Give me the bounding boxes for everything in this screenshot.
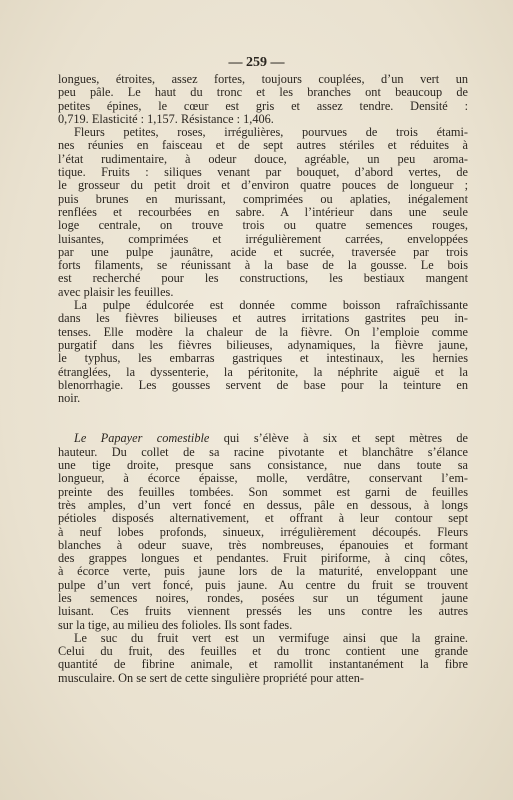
section-gap	[58, 405, 468, 432]
body-text	[58, 73, 468, 685]
text-line: le grosseur du petit droit et d’environ quatre pouces de longueur ;	[58, 179, 468, 193]
text-line: dans les fièvres bilieuses et autres irritations gastrites peu in-	[58, 312, 468, 326]
text-line	[58, 432, 468, 445]
text-line: purgatif dans les fièvres bilieuses, adynamiques, la fièvre jaune,	[58, 338, 468, 352]
paragraph	[58, 126, 468, 299]
text-line: par une pulpe jaunâtre, acide et sucrée, traversée par trois	[58, 245, 468, 259]
text-line: des grappes longues et pendantes. Fruit piriforme, à cinq côtes,	[58, 552, 468, 566]
text-line: tenses. Elle modère la chaleur de la fièvre. On l’emploie comme	[58, 325, 468, 339]
text-line: noir.	[58, 392, 81, 406]
text-line: blanches à odeur suave, très nombreuses, épanouies et formant	[58, 538, 468, 552]
text-line: petites épines, le cœur est gris et assez tendre. Densité :	[58, 99, 468, 113]
text-line: Celui du fruit, des feuilles et du tronc contient une grande	[58, 645, 468, 659]
paragraph	[58, 73, 468, 126]
text-line: La pulpe édulcorée est donnée comme boisson rafraîchissante	[74, 299, 468, 313]
species-name: Le Papayer comestible	[74, 432, 210, 446]
text-line: hauteur. Du collet de sa racine pivotante et blanchâtre s’élance	[58, 445, 468, 459]
text-line: quantité de fibrine animale, et ramollit instantanément la fibre	[58, 658, 468, 672]
text-line: étranglées, la dyssenterie, la péritonite, la néphrite aiguë et la	[58, 365, 468, 379]
text-line: luisantes, comprimées et irrégulièrement carrées, enveloppées	[58, 232, 468, 246]
text-line: tique. Fruits : siliques venant par bouquet, d’abord vertes, de	[58, 166, 468, 180]
text-line: pétioles disposés alternativement, et offrant à leur contour sept	[58, 512, 468, 526]
text-line: loge centrale, on trouve trois ou quatre semences rouges,	[58, 219, 468, 233]
text-line-rest: qui s’élève à six et sept mètres de	[209, 432, 468, 446]
text-line: longueur, à écorce épaisse, molle, verdâtre, conservant l’em-	[58, 472, 468, 486]
text-line: forts filaments, se réunissant à la base de la gousse. Le bois	[58, 259, 468, 273]
text-line: à neuf lobes profonds, sinueux, irrégulièrement découpés. Fleurs	[58, 525, 468, 539]
text-line: avec plaisir les feuilles.	[58, 285, 174, 299]
text-line: Le suc du fruit vert est un vermifuge ainsi que la graine.	[74, 631, 468, 645]
text-line: longues, étroites, assez fortes, toujours couplées, d’un vert un	[58, 73, 468, 86]
paragraph	[58, 432, 468, 631]
text-line: nes réunies en faisceau et de sept autres stériles et réduites à	[58, 139, 468, 153]
text-line: à écorce verte, puis jaune lors de la maturité, enveloppant une	[58, 565, 468, 579]
text-line: une tige droite, presque sans consistance, nue dans toute sa	[58, 459, 468, 473]
text-line: luisant. Ces fruits viennent pressés les uns contre les autres	[58, 605, 468, 619]
text-line: preinte des feuilles tombées. Son sommet est garni de feuilles	[58, 485, 468, 499]
text-line: Fleurs petites, roses, irrégulières, pourvues de trois étami-	[74, 126, 468, 140]
text-line: renflées et recourbées en sabre. A l’intérieur dans une seule	[58, 205, 468, 219]
text-line: le typhus, les embarras gastriques et intestinaux, les hernies	[58, 352, 468, 366]
text-line: très amples, d’un vert foncé en dessus, pâle en dessous, à longs	[58, 498, 468, 512]
paragraph	[58, 299, 468, 405]
text-line: est recherché pour les constructions, les bestiaux mangent	[58, 272, 468, 286]
page-number: — 259 —	[228, 55, 285, 70]
text-line: blenorrhagie. Les gousses servent de base pour la teinture en	[58, 378, 468, 392]
text-line: les semences noires, rondes, posées sur un tégument jaune	[58, 591, 468, 605]
text-line: musculaire. On se sert de cette singulière propriété pour atten-	[58, 671, 364, 685]
text-line: sur la tige, au milieu des folioles. Ils sont fades.	[58, 618, 293, 632]
text-line: puis brunes en murissant, comprimées ou aplaties, inégalement	[58, 192, 468, 206]
text-line: 0,719. Elasticité : 1,157. Résistance : 1,406.	[58, 112, 274, 126]
text-line: l’état rudimentaire, à odeur douce, agréable, un peu aroma-	[58, 152, 468, 166]
text-line: pulpe d’un vert foncé, puis jaune. Au centre du fruit se trouvent	[58, 578, 468, 592]
text-line: peu pâle. Le haut du tronc et les branches ont beaucoup de	[58, 86, 468, 100]
paragraph	[58, 632, 468, 685]
